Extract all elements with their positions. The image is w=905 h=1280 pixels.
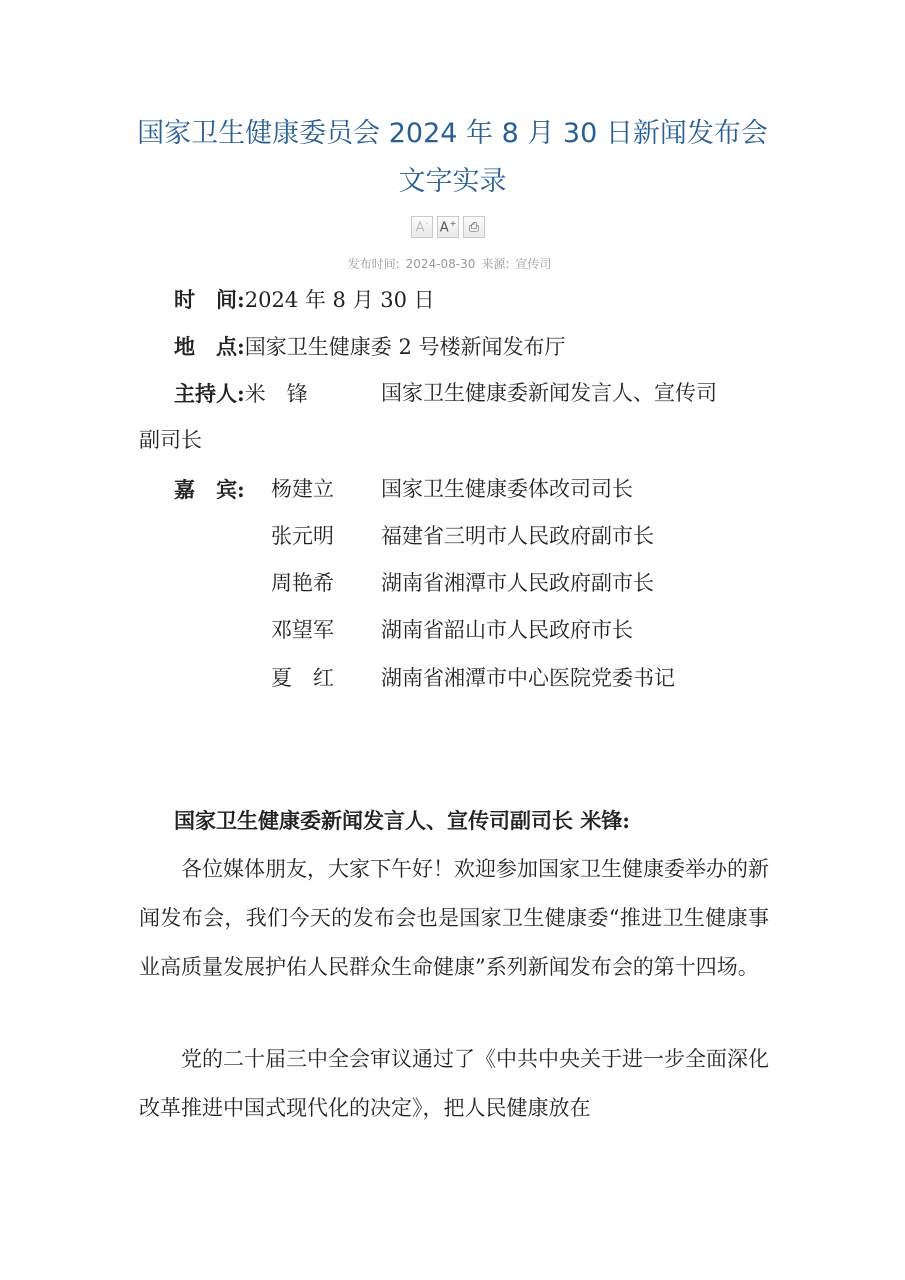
guest-name: 邓望军	[271, 618, 334, 642]
guest-name: 周艳希	[271, 571, 334, 595]
transcript-paragraph: 各位媒体朋友，大家下午好！欢迎参加国家卫生健康委举办的新闻发布会，我们今天的发布会也是国家卫生健康委“推进卫生健康事业高质量发展护佑人民群众生命健康”系列新闻发布会的第十四场。	[139, 857, 769, 979]
guest-title: 湖南省湘潭市人民政府副市长	[381, 571, 654, 595]
guest-title: 国家卫生健康委体改司司长	[381, 477, 633, 501]
transcript-paragraph: 党的二十届三中全会审议通过了《中共中央关于进一步全面深化改革推进中国式现代化的决定》，把人民健康放在	[139, 1047, 769, 1120]
print-button[interactable]	[463, 216, 485, 238]
article-meta	[0, 255, 905, 273]
time-row	[174, 276, 435, 324]
host-label: 主持人:	[174, 381, 245, 406]
guest-name: 夏 红	[271, 666, 334, 690]
font-decrease-button[interactable]	[411, 216, 433, 238]
article-title-line-1: 国家卫生健康委员会 2024 年 8 月 30 日新闻发布会	[137, 118, 768, 149]
guest-title: 福建省三明市人民政府副市长	[381, 524, 654, 548]
publish-date: 2024-08-30	[405, 257, 476, 271]
host-title: 国家卫生健康委新闻发言人、宣传司	[381, 381, 717, 405]
article-title-line-2: 文字实录	[398, 166, 507, 197]
font-increase-icon: A+	[439, 218, 457, 236]
guest-name: 张元明	[271, 524, 334, 548]
time-value: 2024 年 8 月 30 日	[244, 288, 435, 312]
guest-title: 湖南省韶山市人民政府市长	[381, 618, 633, 642]
publish-label: 发布时间:	[347, 257, 400, 271]
source-label: 来源:	[481, 257, 510, 271]
guest-name: 杨建立	[271, 477, 334, 501]
guest-title: 湖南省湘潭市中心医院党委书记	[381, 666, 675, 690]
place-label: 地 点:	[174, 334, 245, 359]
host-row	[174, 370, 308, 418]
place-row	[174, 323, 565, 371]
place-value: 国家卫生健康委 2 号楼新闻发布厅	[244, 335, 566, 359]
font-tools	[411, 216, 485, 238]
host-name: 米 锋	[244, 382, 308, 406]
time-label: 时 间:	[174, 287, 245, 312]
guests-label: 嘉 宾:	[174, 477, 245, 502]
font-increase-button[interactable]	[437, 216, 459, 238]
font-decrease-icon: A-	[415, 218, 429, 236]
speaker-heading: 国家卫生健康委新闻发言人、宣传司副司长 米锋:	[174, 808, 631, 833]
printer-icon: ⎙	[468, 219, 480, 235]
host-title-continued: 副司长	[139, 428, 202, 452]
source-value: 宣传司	[515, 257, 552, 271]
